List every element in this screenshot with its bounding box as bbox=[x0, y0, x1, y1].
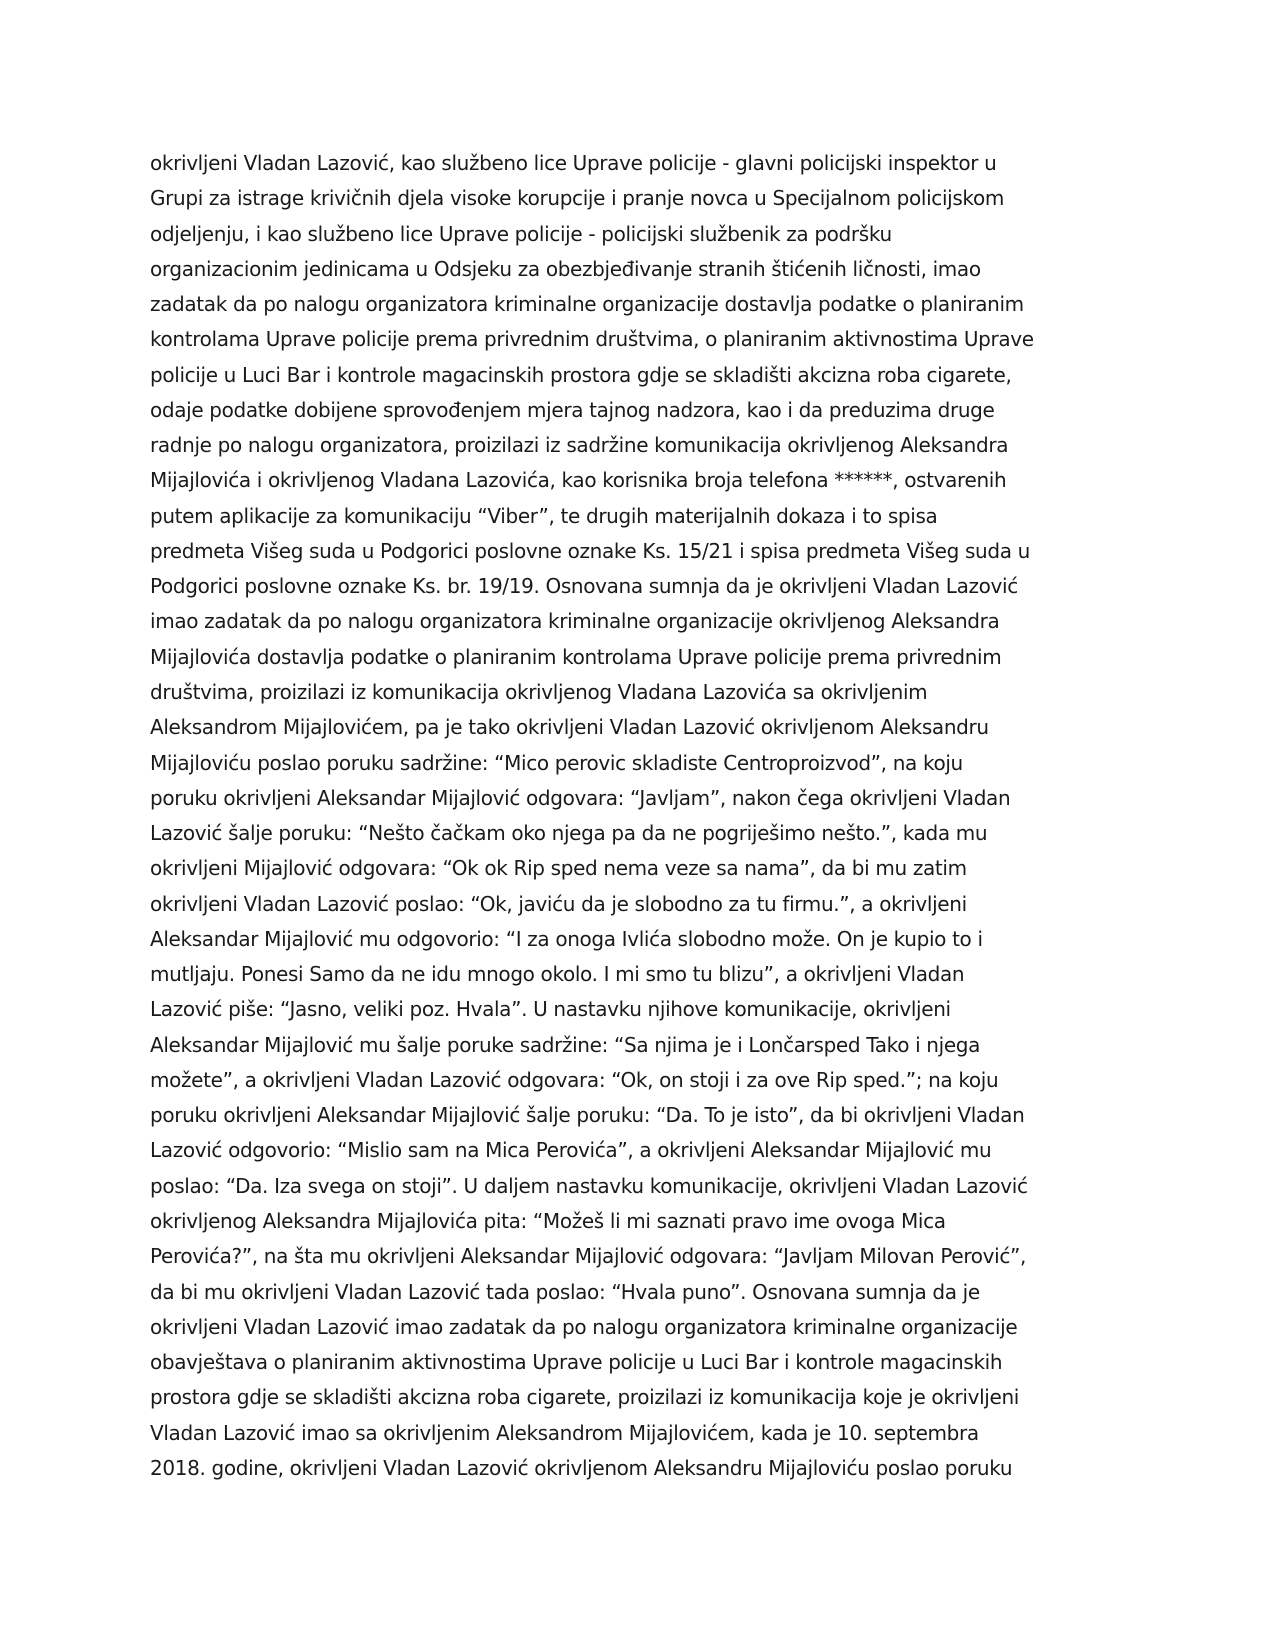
text-line: mutljaju. Ponesi Samo da ne idu mnogo okolo. I mi smo tu blizu”, a okrivljeni Vladan bbox=[150, 962, 965, 987]
text-line: odjeljenju, i kao službeno lice Uprave policije - policijski službenik za podršku bbox=[150, 221, 892, 246]
text-line: Mijajlovića i okrivljenog Vladana Lazovića, kao korisnika broja telefona ******, ostvarenih bbox=[150, 468, 1007, 493]
text-line: kontrolama Uprave policije prema privrednim društvima, o planiranim aktivnostima Uprave bbox=[150, 327, 1034, 352]
text-line: okrivljenog Aleksandra Mijajlovića pita: “Možeš li mi saznati pravo ime ovoga Mica bbox=[150, 1208, 946, 1233]
text-line: okrivljeni Mijajlović odgovara: “Ok ok Rip sped nema veze sa nama”, da bi mu zatim bbox=[150, 856, 967, 881]
body-paragraph bbox=[150, 146, 1150, 1486]
text-line: predmeta Višeg suda u Podgorici poslovne oznake Ks. 15/21 i spisa predmeta Višeg suda u bbox=[150, 538, 1030, 563]
text-line: Perovića?”, na šta mu okrivljeni Aleksandar Mijajlović odgovara: “Javljam Milovan Perović”, bbox=[150, 1244, 1026, 1269]
text-line: Aleksandrom Mijajlovićem, pa je tako okrivljeni Vladan Lazović okrivljenom Aleksandru bbox=[150, 715, 989, 740]
text-line: imao zadatak da po nalogu organizatora kriminalne organizacije okrivljenog Aleksandra bbox=[150, 609, 1000, 634]
text-line: poslao: “Da. Iza svega on stoji”. U daljem nastavku komunikacije, okrivljeni Vladan Lazović bbox=[150, 1173, 1028, 1198]
text-line: Mijajlovića dostavlja podatke o planiranim kontrolama Uprave policije prema privrednim bbox=[150, 644, 1002, 669]
text-line: možete”, a okrivljeni Vladan Lazović odgovara: “Ok, on stoji i za ove Rip sped.”; na koju bbox=[150, 1067, 999, 1092]
text-line: prostora gdje se skladišti akcizna roba cigarete, proizilazi iz komunikacija koje je okrivljeni bbox=[150, 1385, 1019, 1410]
text-line: okrivljeni Vladan Lazović, kao službeno lice Uprave policije - glavni policijski inspektor u bbox=[150, 151, 997, 175]
text-line: Lazović piše: “Jasno, veliki poz. Hvala”. U nastavku njihove komunikacije, okrivljeni bbox=[150, 997, 951, 1022]
text-line: putem aplikacije za komunikaciju “Viber”, te drugih materijalnih dokaza i to spisa bbox=[150, 503, 938, 528]
text-line: Vladan Lazović imao sa okrivljenim Aleksandrom Mijajlovićem, kada je 10. septembra bbox=[150, 1420, 979, 1445]
text-line: Aleksandar Mijajlović mu odgovorio: “I za onoga Ivlića slobodno može. On je kupio to i bbox=[150, 926, 983, 951]
text-line: poruku okrivljeni Aleksandar Mijajlović odgovara: “Javljam”, nakon čega okrivljeni Vladan bbox=[150, 785, 1011, 810]
text-line: okrivljeni Vladan Lazović imao zadatak da po nalogu organizatora kriminalne organizacije bbox=[150, 1314, 1018, 1339]
text-line: radnje po nalogu organizatora, proizilazi iz sadržine komunikacija okrivljenog Aleksandra bbox=[150, 433, 1009, 458]
text-line: Lazović odgovorio: “Mislio sam na Mica Perovića”, a okrivljeni Aleksandar Mijajlović mu bbox=[150, 1138, 992, 1163]
text-line: Grupi za istrage krivičnih djela visoke korupcije i pranje novca u Specijalnom policijskom bbox=[150, 186, 1004, 211]
text-line: policije u Luci Bar i kontrole magacinskih prostora gdje se skladišti akcizna roba cigarete, bbox=[150, 362, 1012, 387]
text-line: odaje podatke dobijene sprovođenjem mjera tajnog nadzora, kao i da preduzima druge bbox=[150, 397, 995, 422]
text-line: okrivljeni Vladan Lazović poslao: “Ok, javiću da je slobodno za tu firmu.”, a okrivljeni bbox=[150, 891, 967, 916]
text-line: da bi mu okrivljeni Vladan Lazović tada poslao: “Hvala puno”. Osnovana sumnja da je bbox=[150, 1279, 980, 1304]
text-line: 2018. godine, okrivljeni Vladan Lazović okrivljenom Aleksandru Mijajloviću poslao poruku bbox=[150, 1455, 1013, 1480]
text-line: zadatak da po nalogu organizatora kriminalne organizacije dostavlja podatke o planiranim bbox=[150, 292, 1024, 317]
text-line: Mijajloviću poslao poruku sadržine: “Mico perovic skladiste Centroproizvod”, na koju bbox=[150, 750, 963, 775]
text-line: Aleksandar Mijajlović mu šalje poruke sadržine: “Sa njima je i Lončarsped Tako i njega bbox=[150, 1032, 981, 1057]
text-line: obavještava o planiranim aktivnostima Uprave policije u Luci Bar i kontrole magacinskih bbox=[150, 1350, 1003, 1375]
text-line: Podgorici poslovne oznake Ks. br. 19/19. Osnovana sumnja da je okrivljeni Vladan Lazović bbox=[150, 574, 1018, 599]
text-line: društvima, proizilazi iz komunikacija okrivljenog Vladana Lazovića sa okrivljenim bbox=[150, 679, 928, 704]
text-line: poruku okrivljeni Aleksandar Mijajlović šalje poruku: “Da. To je isto”, da bi okrivljeni Vladan bbox=[150, 1103, 1025, 1128]
text-line: Lazović šalje poruku: “Nešto čačkam oko njega pa da ne pogriješimo nešto.”, kada mu bbox=[150, 821, 988, 846]
text-line: organizacionim jedinicama u Odsjeku za obezbjeđivanje stranih štićenih ličnosti, imao bbox=[150, 256, 981, 281]
